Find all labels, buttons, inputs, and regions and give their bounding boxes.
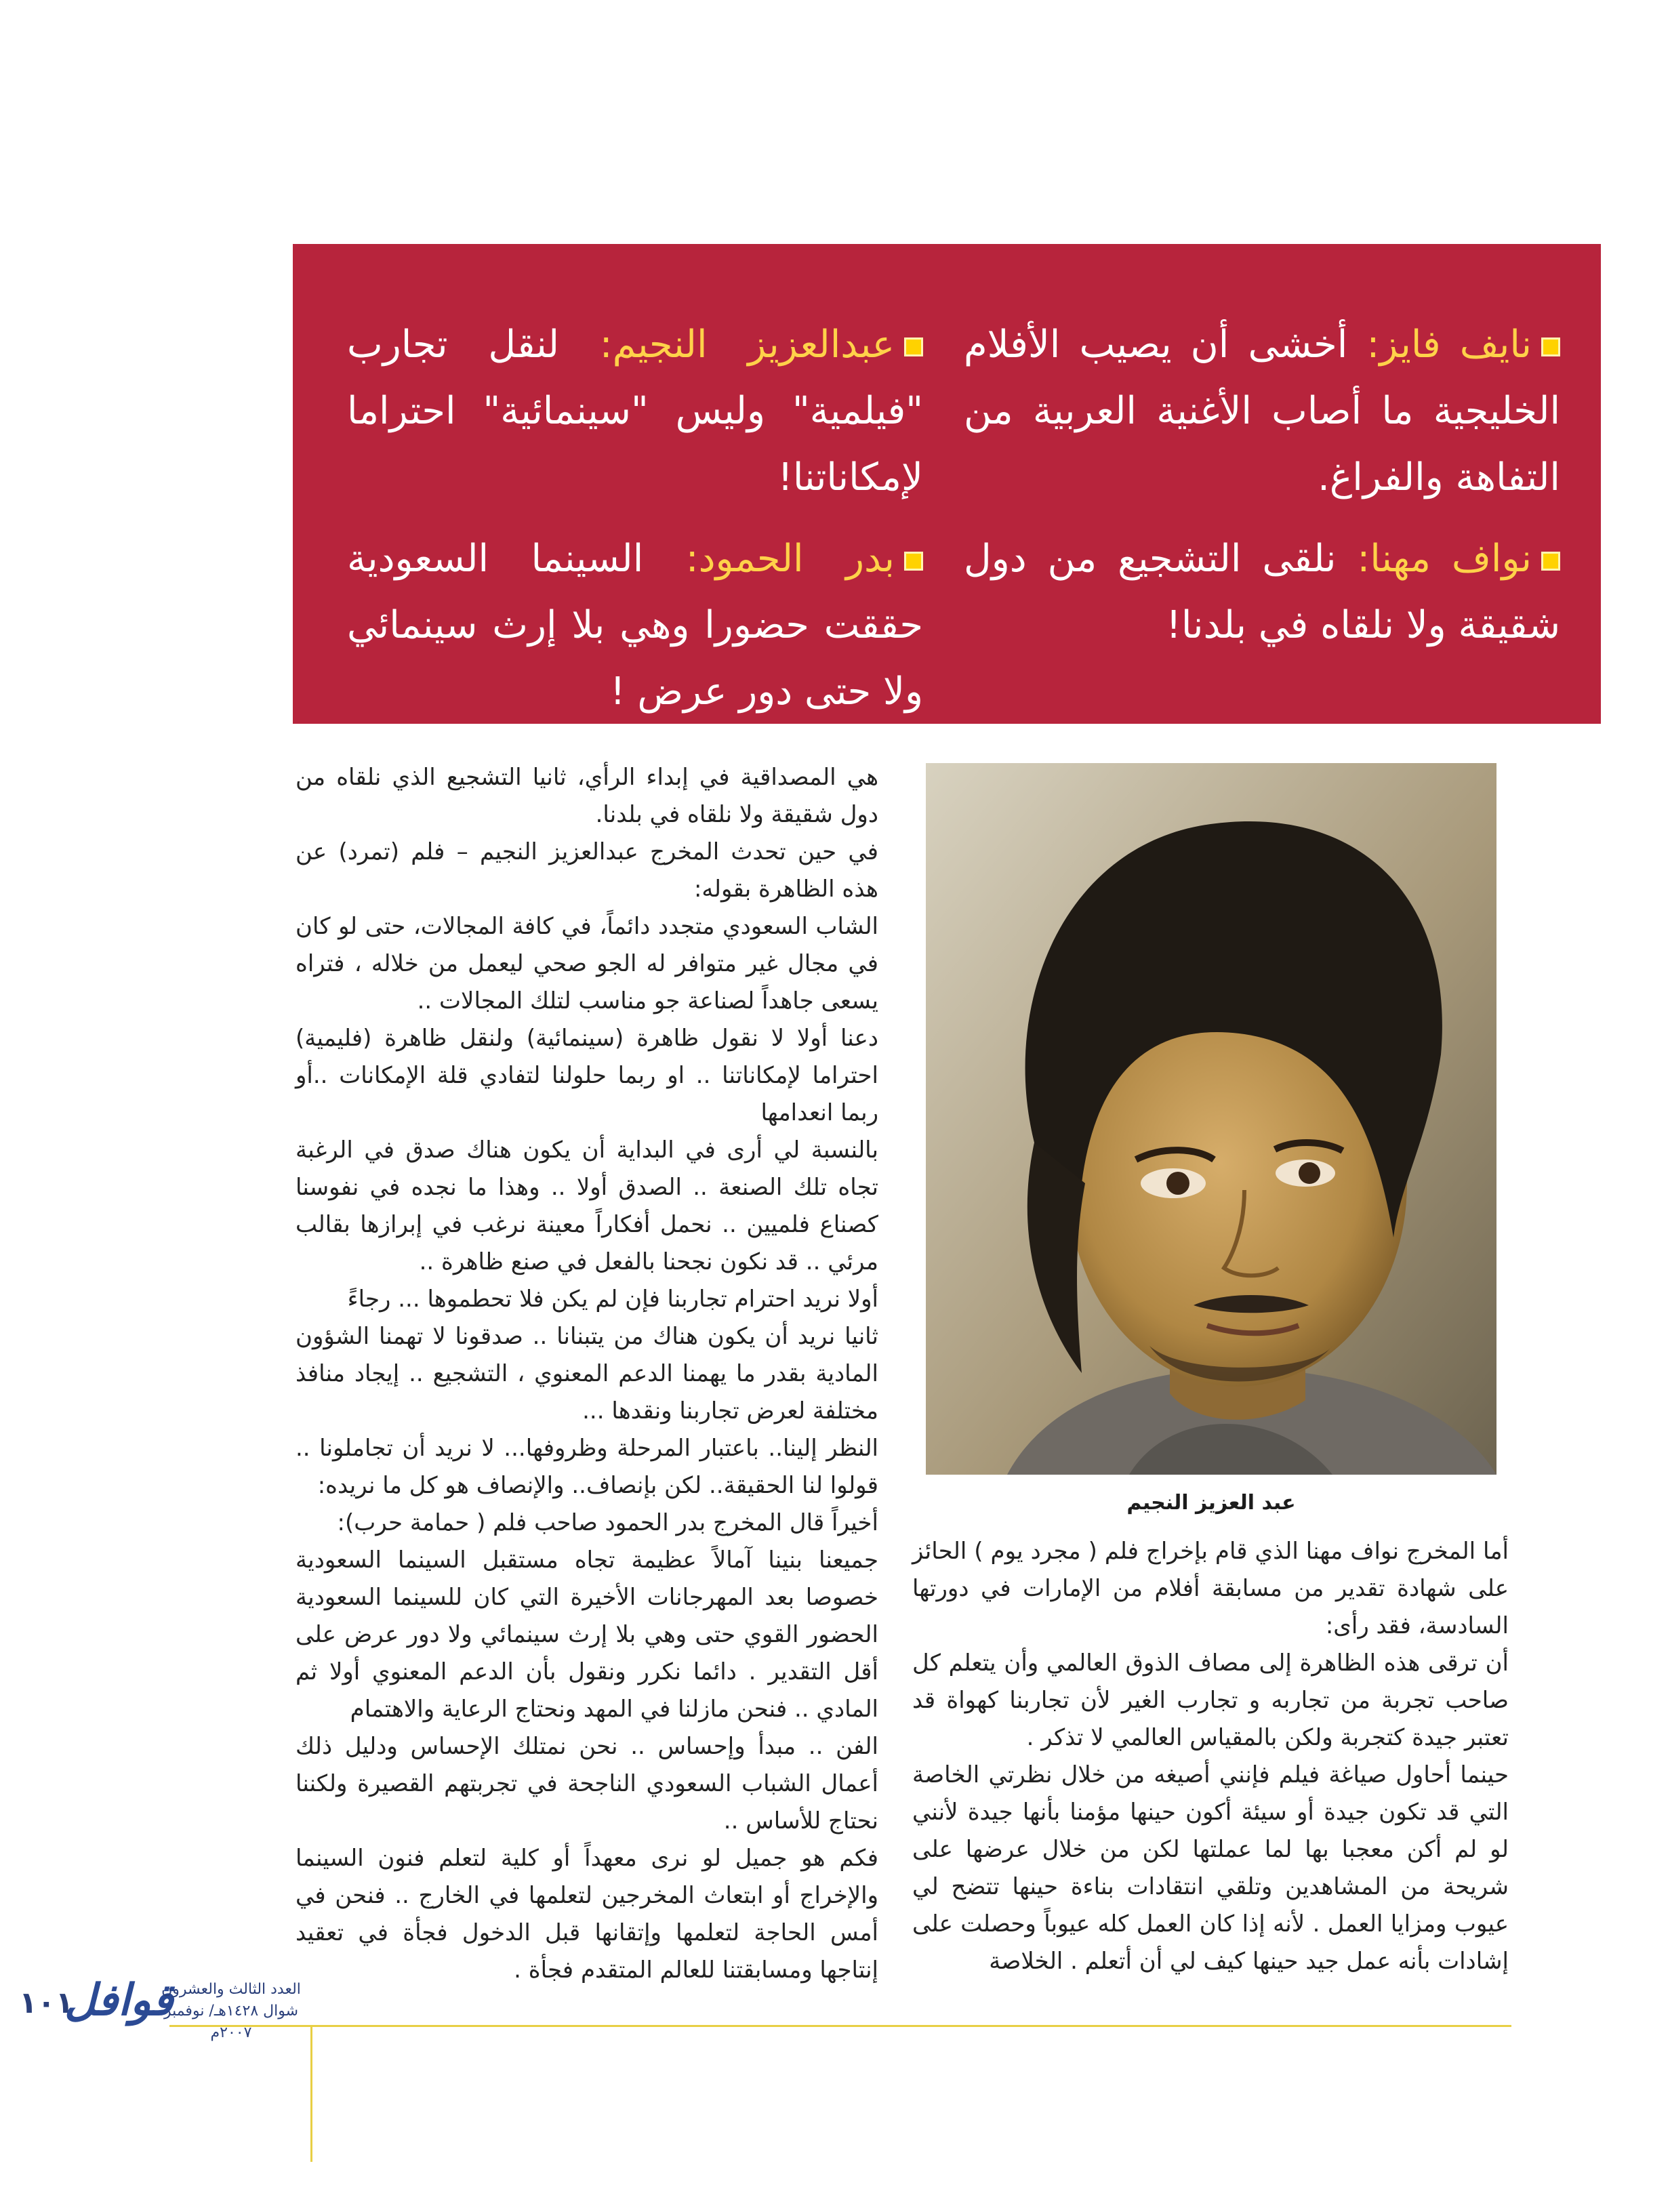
issue-info	[160, 1979, 302, 2044]
paragraph: الفن .. مبدأ وإحساس .. نحن نمتلك الإحساس ودليل ذلك أعمال الشباب السعودي الناجحة في تجربتهم القصيرة ولكننا نحتاج للأساس ..	[296, 1733, 878, 1835]
issue-date: شوال ١٤٢٨هـ/ نوفمبر ٢٠٠٧م	[163, 2003, 299, 2041]
square-bullet-icon	[1541, 552, 1560, 571]
pull-quote-box	[293, 244, 1601, 724]
footer-divider	[169, 2025, 1511, 2027]
paragraph: حينما أحاول صياغة فيلم فإنني أصيغه من خلال نظرتي الخاصة التي قد تكون جيدة أو سيئة أكون حينها مؤمنا بأنها جيدة لأنني لو لم أكن معجبا بها لما عملتها لكن من خلال عرضها على شريحة من المشاهدين وتلقي انتقادات بناءة حينها تتضح لي عيوب ومزايا العمل . لأنه إذا كان العمل كله عيوباً وحصلت على إشادات بأنه عمل جيد حينها كيف لي أن أتعلم . الخلاصة	[912, 1761, 1509, 1975]
quote-speaker: بدر الحمود:	[685, 537, 895, 581]
square-bullet-icon	[904, 337, 923, 356]
quote-text: لنقل تجارب "فيلمية" وليس "سينمائية" احتراما لإمكاناتنا!	[347, 323, 923, 499]
quote-text: السينما السعودية حققت حضورا وهي بلا إرث سينمائي ولا حتى دور عرض !	[347, 537, 923, 714]
paragraph: ثانيا نريد أن يكون هناك من يتبنانا .. صدقونا لا تهمنا الشؤون المادية بقدر ما يهمنا الدعم المعنوي ، التشجيع .. إيجاد منافذ مختلفة لعرض تجاربنا ونقدها ...	[296, 1323, 878, 1425]
quote-column-left	[347, 312, 923, 740]
quote-speaker: نايف فايز:	[1366, 323, 1532, 367]
page-number: ١٠١	[19, 1986, 74, 2020]
paragraph: جميعنا بنينا آمالاً عظيمة تجاه مستقبل السينما السعودية خصوصا بعد المهرجانات الأخيرة التي كان للسينما السعودية الحضور القوي حتى وهي بلا إرث سينمائي ولا دور عرض على أقل التقدير . دائما نكرر ونقول بأن الدعم المعنوي أولا ثم المادي .. فنحن مازلنا في المهد ونحتاج الرعاية والاهتمام	[296, 1547, 878, 1723]
quote-text: أخشى أن يصيب الأفلام الخليجية ما أصاب الأغنية العربية من التفاهة والفراغ.	[964, 323, 1560, 499]
quote-speaker: عبدالعزيز النجيم:	[599, 323, 895, 367]
magazine-logo: قوافل	[64, 1975, 174, 2026]
paragraph: في حين تحدث المخرج عبدالعزيز النجيم – فلم (تمرد) عن هذه الظاهرة بقوله:	[296, 838, 878, 903]
portrait-illustration	[926, 763, 1496, 1475]
paragraph: أن ترقى هذه الظاهرة إلى مصاف الذوق العالمي وأن يتعلم كل صاحب تجربة من تجاربه و تجارب الغير لأن تجاربنا كهواة قد تعتبر جيدة كتجربة ولكن بالمقياس العالمي لا تذكر .	[912, 1650, 1509, 1751]
square-bullet-icon	[1541, 337, 1560, 356]
quote-speaker: نواف مهنا:	[1357, 537, 1532, 581]
paragraph: النظر إلينا.. باعتبار المرحلة وظروفها... لا نريد أن تجاملونا .. قولوا لنا الحقيقة.. لكن بإنصاف.. والإنصاف هو كل ما نريده:	[296, 1435, 878, 1499]
paragraph: هي المصداقية في إبداء الرأي، ثانيا التشجيع الذي نلقاه من دول شقيقة ولا نلقاه في بلدنا.	[296, 764, 878, 828]
quote-naif-fayez	[964, 312, 1560, 511]
paragraph: أولا نريد احترام تجاربنا فإن لم يكن فلا تحطموها ... رجاءً	[347, 1286, 878, 1313]
paragraph: أخيراً قال المخرج بدر الحمود صاحب فلم ( حمامة حرب):	[337, 1509, 878, 1536]
paragraph: فكم هو جميل لو نرى معهداً أو كلية لتعلم فنون السينما والإخراج أو ابتعاث المخرجين لتعلمها في الخارج .. فنحن في أمس الحاجة لتعلمها وإتقانها قبل الدخول فجأة في تعقيد إنتاجها ومسابقتنا للعالم المتقدم فجأة .	[296, 1845, 878, 1984]
square-bullet-icon	[904, 552, 923, 571]
quote-column-right	[964, 312, 1560, 674]
footer-vertical-divider	[310, 2026, 312, 2162]
photo-caption: عبد العزيز النجيم	[1126, 1491, 1296, 1515]
quote-nawaf-muhanna	[964, 526, 1560, 659]
quote-text: نلقى التشجيع من دول شقيقة ولا نلقاه في بلدنا!	[964, 537, 1560, 647]
paragraph: بالنسبة لي أرى في البداية أن يكون هناك صدق في الرغبة تجاه تلك الصنعة .. الصدق أولا .. وهذا ما نجده في نفوسنا كصناع فلميين .. نحمل أفكاراً معينة نرغب في إبرازها بقالب مرئي .. قد نكون نجحنا بالفعل في صنع ظاهرة ..	[296, 1136, 878, 1275]
article-column-left	[296, 759, 878, 1989]
quote-abdulaziz-alnujaim	[347, 312, 923, 511]
article-column-right	[912, 1533, 1509, 1980]
issue-number: العدد الثالث والعشرون	[161, 1981, 301, 1998]
paragraph: الشاب السعودي متجدد دائماً، في كافة المجالات، حتى لو كان في مجال غير متوافر له الجو صحي ليعمل من خلاله ، فتراه يسعى جاهداً لصناعة جو مناسب لتلك المجالات ..	[296, 913, 878, 1015]
quote-badr-alhamoud	[347, 526, 923, 725]
paragraph: دعنا أولا لا نقول ظاهرة (سينمائية) ولنقل ظاهرة (فليمية) احتراما لإمكاناتنا .. او ربما حلولنا لتفادي قلة الإمكانات ..أو ربما انعدامها	[296, 1025, 878, 1126]
paragraph: أما المخرج نواف مهنا الذي قام بإخراج فلم ( مجرد يوم ) الحائز على شهادة تقدير من مسابقة أفلام من الإمارات في دورتها السادسة، فقد رأى:	[912, 1538, 1509, 1639]
portrait-photo	[926, 763, 1496, 1475]
